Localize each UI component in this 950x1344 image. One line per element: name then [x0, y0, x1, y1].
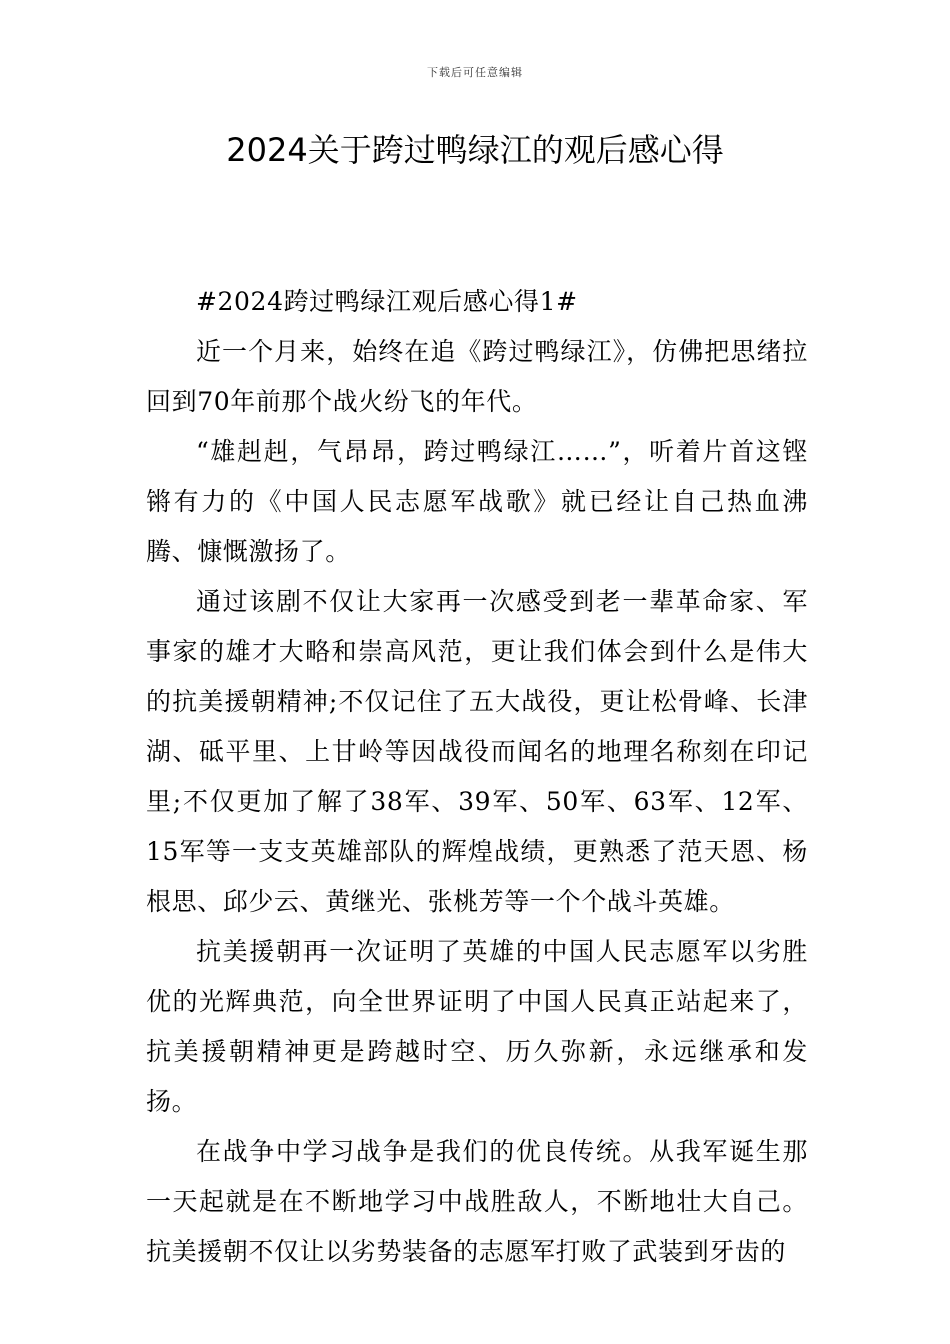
- paragraph: 近一个月来，始终在追《跨过鸭绿江》，仿佛把思绪拉回到70年前那个战火纷飞的年代。: [146, 337, 808, 416]
- paragraph-section-heading: #2024跨过鸭绿江观后感心得1#: [196, 287, 578, 316]
- header-note: 下载后可任意编辑: [427, 66, 523, 79]
- paragraph: 抗美援朝再一次证明了英雄的中国人民志愿军以劣胜优的光辉典范，向全世界证明了中国人民真正站起来了，抗美援朝精神更是跨越时空、历久弥新，永远继承和发扬。: [146, 937, 808, 1116]
- paragraph: “雄赳赳，气昂昂，跨过鸭绿江……”，听着片首这铿锵有力的《中国人民志愿军战歌》就已经让自己热血沸腾、慷慨激扬了。: [146, 437, 808, 566]
- paragraph: 在战争中学习战争是我们的优良传统。从我军诞生那一天起就是在不断地学习中战胜敌人，不断地壮大自己。抗美援朝不仅让以劣势装备的志愿军打败了武装到牙齿的: [146, 1137, 808, 1266]
- document-body: [146, 277, 808, 1277]
- paragraph: 通过该剧不仅让大家再一次感受到老一辈革命家、军事家的雄才大略和崇高风范，更让我们体会到什么是伟大的抗美援朝精神;不仅记住了五大战役，更让松骨峰、长津湖、砥平里、上甘岭等因战役而闻名的地理名称刻在印记里;不仅更加了解了38军、39军、50军、63军、12军、15军等一支支英雄部队的辉煌战绩，更熟悉了范天恩、杨根思、邱少云、黄继光、张桃芳等一个个战斗英雄。: [146, 587, 808, 916]
- document-title: 2024关于跨过鸭绿江的观后感心得: [226, 131, 724, 169]
